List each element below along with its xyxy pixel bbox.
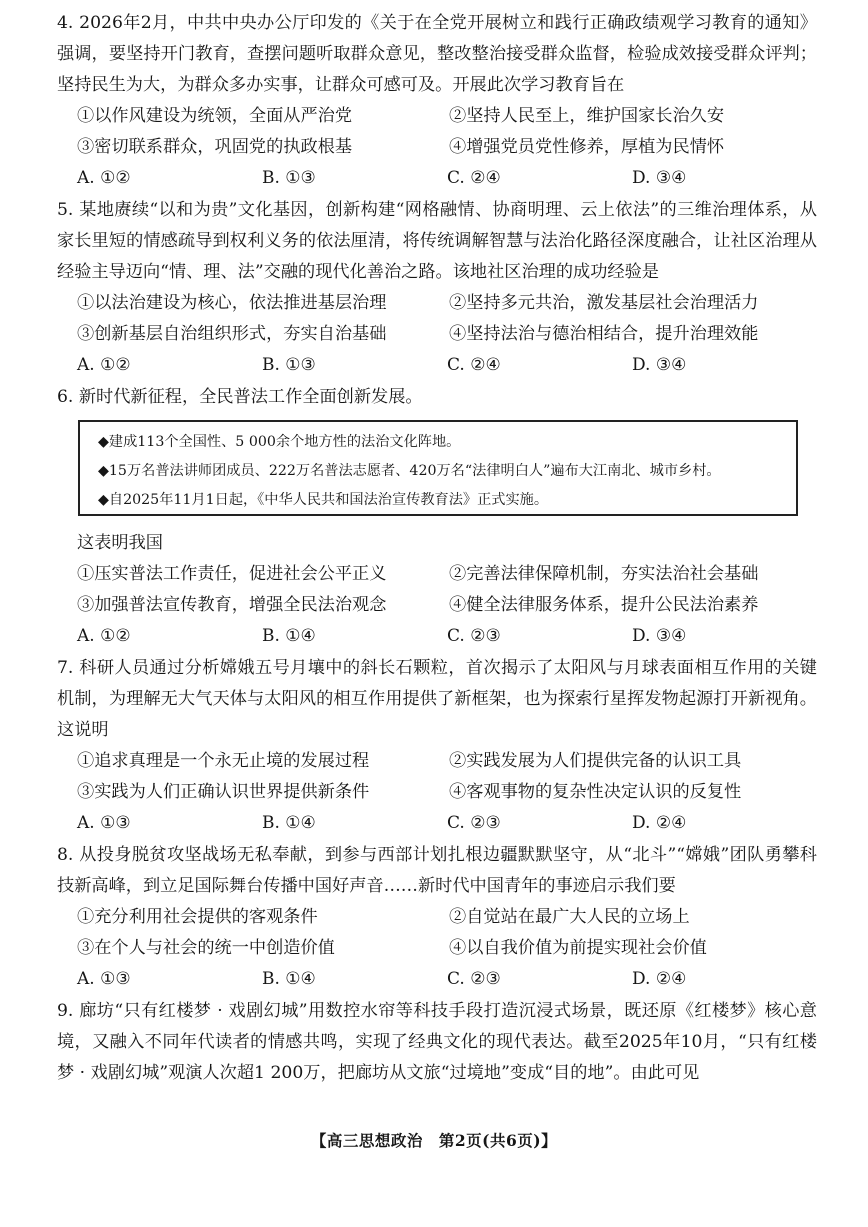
question-6-body [57, 528, 817, 652]
question-8-choices [77, 964, 817, 995]
material-item: ◆自2025年11月1日起，《中华人民共和国法治宣传教育法》正式实施。 [98, 492, 549, 508]
option-3: ③实践为人们正确认识世界提供新条件 [77, 782, 370, 802]
choice-d: D. ②④ [632, 813, 687, 833]
choice-d: D. ③④ [632, 168, 687, 188]
question-4 [57, 8, 817, 194]
option-1: ①以法治建设为核心，依法推进基层治理 [77, 293, 387, 313]
question-8-stem: 8. 从投身脱贫攻坚战场无私奉献，到参与西部计划扎根边疆默默坚守，从“北斗”“嫦娥”团队勇攀科技新高峰，到立足国际舞台传播中国好声音……新时代中国青年的事迹启示我们要 [57, 845, 817, 896]
question-4-choices [77, 163, 817, 194]
option-2: ②坚持多元共治，激发基层社会治理活力 [449, 293, 759, 313]
choice-b: B. ①③ [262, 355, 316, 375]
choice-d: D. ③④ [632, 355, 687, 375]
choice-c: C. ②③ [447, 813, 501, 833]
material-box [78, 420, 798, 516]
question-6-choices [77, 621, 817, 652]
choice-d: D. ②④ [632, 969, 687, 989]
option-3: ③密切联系群众，巩固党的执政根基 [77, 137, 353, 157]
option-2: ②实践发展为人们提供完备的认识工具 [449, 751, 742, 771]
choice-c: C. ②③ [447, 626, 501, 646]
choice-b: B. ①④ [262, 626, 316, 646]
option-4: ④增强党员党性修养，厚植为民情怀 [449, 137, 725, 157]
question-4-stem: 4. 2026年2月，中共中央办公厅印发的《关于在全党开展树立和践行正确政绩观学习教育的通知》强调，要坚持开门教育，查摆问题听取群众意见，整改整治接受群众监督，检验成效接受群众评判；坚持民生为大，为群众多办实事，让群众可感可及。开展此次学习教育旨在 [57, 13, 817, 95]
option-3: ③创新基层自治组织形式，夯实自治基础 [77, 324, 387, 344]
choice-a: A. ①② [77, 168, 131, 188]
choice-a: A. ①③ [77, 969, 131, 989]
question-6 [57, 382, 817, 413]
question-7-choices [77, 808, 817, 839]
question-7-stem: 7. 科研人员通过分析嫦娥五号月壤中的斜长石颗粒，首次揭示了太阳风与月球表面相互作用的关键机制，为理解无大气天体与太阳风的相互作用提供了新框架，也为探索行星挥发物起源打开新视角。这说明 [57, 658, 817, 740]
question-8-options [77, 902, 817, 964]
page-footer: 【高三思想政治 第2页(共6页)】 [310, 1131, 558, 1150]
option-2: ②自觉站在最广大人民的立场上 [449, 907, 690, 927]
question-9-stem: 9. 廊坊“只有红楼梦 · 戏剧幻城”用数控水帘等科技手段打造沉浸式场景，既还原《红楼梦》核心意境，又融入不同年代读者的情感共鸣，实现了经典文化的现代表达。截至2025年10月，“只有红楼梦 · 戏剧幻城”观演人次超1 200万，把廊坊从文旅“过境地”变成“目的地”。由此可见 [57, 1001, 817, 1083]
question-5 [57, 195, 817, 381]
question-6-stem: 6. 新时代新征程，全民普法工作全面创新发展。 [57, 387, 423, 407]
question-7 [57, 653, 817, 839]
choice-c: C. ②④ [447, 355, 501, 375]
question-8 [57, 840, 817, 995]
option-1: ①压实普法工作责任，促进社会公平正义 [77, 564, 387, 584]
option-3: ③在个人与社会的统一中创造价值 [77, 938, 335, 958]
choice-c: C. ②③ [447, 969, 501, 989]
question-5-stem: 5. 某地赓续“以和为贵”文化基因，创新构建“网格融情、协商明理、云上依法”的三维治理体系，从家长里短的情感疏导到权利义务的依法厘清，将传统调解智慧与法治化路径深度融合，让社区治理从经验主导迈向“情、理、法”交融的现代化善治之路。该地社区治理的成功经验是 [57, 200, 817, 282]
choice-a: A. ①② [77, 626, 131, 646]
choice-d: D. ③④ [632, 626, 687, 646]
question-6-options [77, 559, 817, 621]
question-5-choices [77, 350, 817, 381]
choice-b: B. ①④ [262, 813, 316, 833]
option-1: ①以作风建设为统领，全面从严治党 [77, 106, 353, 126]
choice-c: C. ②④ [447, 168, 501, 188]
choice-b: B. ①③ [262, 168, 316, 188]
option-3: ③加强普法宣传教育，增强全民法治观念 [77, 595, 387, 615]
choice-a: A. ①③ [77, 813, 131, 833]
option-4: ④客观事物的复杂性决定认识的反复性 [449, 782, 742, 802]
option-2: ②坚持人民至上，维护国家长治久安 [449, 106, 725, 126]
question-6-stem-2: 这表明我国 [77, 533, 163, 553]
option-4: ④坚持法治与德治相结合，提升治理效能 [449, 324, 759, 344]
option-4: ④健全法律服务体系，提升公民法治素养 [449, 595, 759, 615]
option-1: ①追求真理是一个永无止境的发展过程 [77, 751, 370, 771]
option-1: ①充分利用社会提供的客观条件 [77, 907, 318, 927]
material-item: ◆建成113个全国性、5 000余个地方性的法治文化阵地。 [98, 434, 461, 450]
choice-a: A. ①② [77, 355, 131, 375]
question-5-options [77, 288, 817, 350]
question-9 [57, 996, 817, 1089]
material-item: ◆15万名普法讲师团成员、222万名普法志愿者、420万名“法律明白人”遍布大江南北、城市乡村。 [98, 463, 721, 479]
option-4: ④以自我价值为前提实现社会价值 [449, 938, 707, 958]
question-4-options [77, 101, 817, 163]
choice-b: B. ①④ [262, 969, 316, 989]
option-2: ②完善法律保障机制，夯实法治社会基础 [449, 564, 759, 584]
question-7-options [77, 746, 817, 808]
